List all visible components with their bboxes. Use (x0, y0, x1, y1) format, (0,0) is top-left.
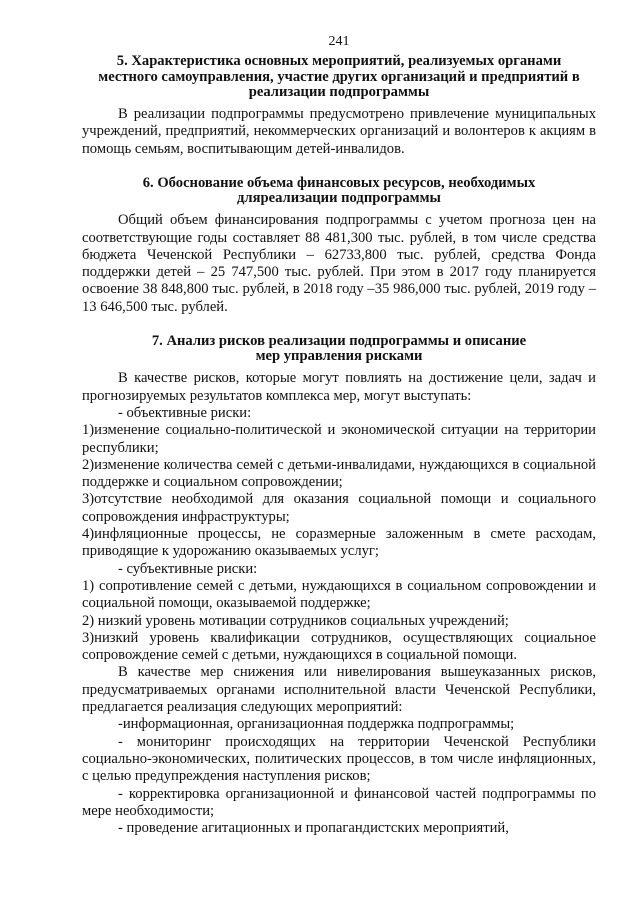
section-7-heading (82, 334, 596, 364)
section-6-heading-line: 6. Обоснование объема финансовых ресурсов, необходимых (142, 174, 536, 191)
section-5-paragraph: В реализации подпрограммы предусмотрено привлечение муниципальных учреждений, предприятий, некоммерческих организаций и волонтеров к акциям в помощь семьям, воспитывающим детей-инвалидов. (82, 105, 596, 157)
section-5-heading-line: 5. Характеристика основных мероприятий, реализуемых органами (116, 53, 562, 70)
risks-intro-paragraph: В качестве рисков, которые могут повлиять на достижение цели, задач и прогнозируемых результатов комплекса мер, могут выступать: (82, 370, 596, 404)
subjective-risk-item: 1) сопротивление семей с детьми, нуждающихся в социальном сопровождении и социальной помощи, оказываемой поддержке; (82, 577, 596, 612)
objective-risk-item: 4)инфляционные процессы, не соразмерные заложенным в смете расходам, приводящие к удорожанию оказываемых услуг; (82, 526, 596, 560)
measure-item: - проведение агитационных и пропагандистских мероприятий, (118, 820, 509, 837)
subjective-risk-item: 3)низкий уровень квалификации сотрудников, осуществляющих социальное сопровождение семей с детьми, нуждающихся в социальной помощи. (82, 629, 596, 664)
objective-risk-item: 2)изменение количества семей с детьми-инвалидами, нуждающихся в социальной поддержке и социальном сопровождении; (82, 456, 596, 491)
measure-item: - мониторинг происходящих на территории Чеченской Республики социально-экономических, политических процессов, в том числе инфляционных, с целью предупреждения наступления рисков; (82, 733, 596, 785)
measures-intro-paragraph: В качестве мер снижения или нивелирования вышеуказанных рисков, предусматриваемых органами исполнительной власти Чеченской Республики, предлагается реализация следующих мероприятий: (82, 664, 596, 716)
section-6-heading-line: дляреализации подпрограммы (237, 190, 441, 206)
section-5-heading-line: реализации подпрограммы (248, 83, 430, 100)
measure-item: -информационная, организационная поддержка подпрограммы; (118, 716, 515, 733)
page-number: 241 (328, 34, 350, 49)
objective-risk-item: 1)изменение социально-политической и экономической ситуации на территории республики; (82, 422, 596, 456)
section-5-heading-line: местного самоуправления, участие других организаций и предприятий в (98, 68, 580, 85)
measure-item: - корректировка организационной и финансовой частей подпрограммы по мере необходимости; (82, 785, 596, 819)
subjective-risk-item: 2) низкий уровень мотивации сотрудников социальных учреждений; (82, 612, 509, 629)
section-7-heading-line: 7. Анализ рисков реализации подпрограммы и описание (151, 332, 527, 349)
objective-risks-heading: - объективные риски: (118, 404, 252, 421)
section-7-heading-line: мер управления рисками (255, 348, 423, 365)
objective-risk-item: 3)отсутствие необходимой для оказания социальной помощи и социального сопровождения инфраструктуры; (82, 491, 596, 525)
section-5-heading (82, 54, 596, 100)
subjective-risks-heading: - субъективные риски: (118, 560, 258, 577)
section-6-paragraph: Общий объем финансирования подпрограммы с учетом прогноза цен на соответствующие годы составляет 88 481,300 тыс. рублей, в том числе средства бюджета Чеченской Республики – 62733,800 тыс. рублей, средства Фонда поддержки детей – 25 747,500 тыс. рублей. При этом в 2017 году планируется освоение 38 848,800 тыс. рублей, в 2018 году –35 986,000 тыс. рублей, 2019 году – 13 646,500 тыс. рублей. (82, 212, 596, 315)
section-6-heading (82, 176, 596, 206)
